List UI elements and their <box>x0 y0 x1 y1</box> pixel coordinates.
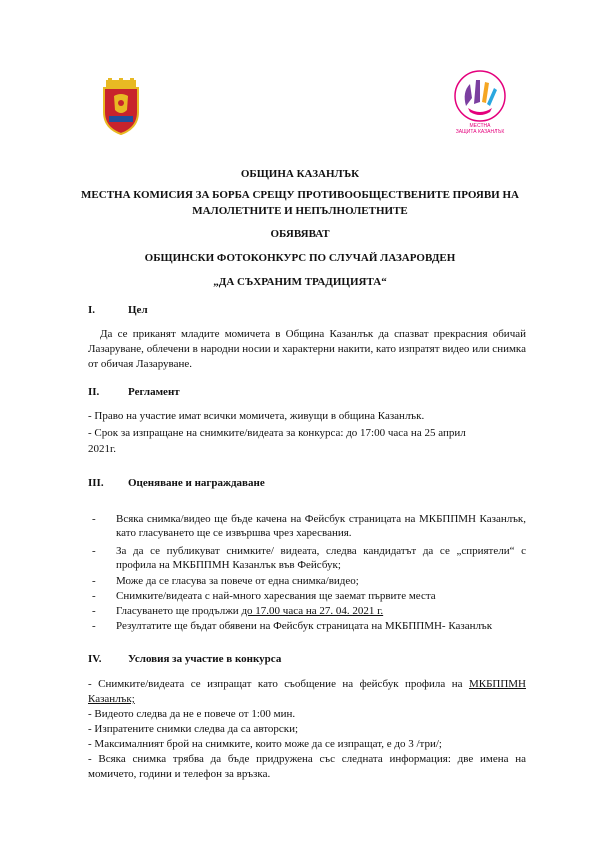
section-2-line2: - Срок за изпращане на снимките/видеата за конкурса: до 17:00 часа на 25 април <box>88 427 466 439</box>
section-2-number: II. <box>88 386 100 398</box>
local-commission-logo-icon <box>452 70 508 126</box>
contest-slogan: „ДА СЪХРАНИМ ТРАДИЦИЯТА“ <box>213 276 387 288</box>
section-2-title: Регламент <box>128 386 180 398</box>
section-4-line2: - Видеото следва да не е повече от 1:00 мин. <box>88 708 296 720</box>
section-1-number: I. <box>88 304 96 316</box>
logo-caption-line1: МЕСТНА <box>469 123 491 129</box>
section-4-number: IV. <box>88 653 102 665</box>
bullet-text: Може да се гласува за повече от една снимка/видео; <box>116 575 359 587</box>
bullet-dash: - <box>92 620 96 632</box>
bullet-text: Снимките/видеата с най-много харесвания ще заемат първите места <box>116 590 436 602</box>
section-3-number: III. <box>88 477 104 489</box>
bullet-text-part: Гласуването ще продължи <box>116 605 242 617</box>
logo-caption <box>450 123 510 135</box>
bullet-dash: - <box>92 513 96 525</box>
section-4-line1-text: - Снимките/видеата се изпращат като съобщение на фейсбук профила на <box>88 678 463 690</box>
bullet-text <box>116 604 526 618</box>
section-2-line3: 2021г. <box>88 443 117 455</box>
section-4-line5: - Всяка снимка трябва да бъде придружена със следната информация: две имена на момичето, години и телефон за връзка. <box>88 753 526 780</box>
section-4-line1 <box>88 677 526 707</box>
bullet-text: Всяка снимка/видео ще бъде качена на Фейсбук страницата на МКБППМН Казанлък, като гласуването ще се извършва чрез харесвания. <box>116 513 526 539</box>
bullet-dash: - <box>92 575 96 587</box>
bullet-text: Резултатите ще бъдат обявени на Фейсбук страницата на МКБППМН- Казанлък <box>116 620 493 632</box>
commission-title-line2: МАЛОЛЕТНИТЕ И НЕПЪЛНОЛЕТНИТЕ <box>192 205 408 217</box>
section-2-line1: - Право на участие имат всички момичета, живущи в община Казанлък. <box>88 410 425 422</box>
commission-title-line1: МЕСТНА КОМИСИЯ ЗА БОРБА СРЕЩУ ПРОТИВООБЩЕСТВЕНИТЕ ПРОЯВИ НА <box>81 189 519 201</box>
section-4-line4: - Максималният брой на снимките, които може да се изпращат, е до 3 /три/; <box>88 738 442 750</box>
bullet-dash: - <box>92 605 96 617</box>
section-1-text: Да се приканят младите момичета в Община Казанлък да спазват прекрасния обичай Лазаруване, облечени в народни носии и характерни накити, като изпратят видео или снимка от обичая Лазаруване. <box>88 328 526 370</box>
deadline-underlined: до 17.00 часа на 27. 04. 2021 г. <box>241 605 384 617</box>
section-3-title: Оценяване и награждаване <box>128 477 265 489</box>
coat-of-arms-icon <box>100 78 142 136</box>
section-4-line3: - Изпратените снимки следва да са авторски; <box>88 723 299 735</box>
bullet-dash: - <box>92 590 96 602</box>
bullet-text: За да се публикуват снимките/ видеата, следва кандидатът да се „сприятели“ с профила на МКБППМН Казанлък във Фейсбук; <box>116 545 526 571</box>
municipality-title: ОБЩИНА КАЗАНЛЪК <box>240 168 360 180</box>
bullet-dash: - <box>92 545 96 557</box>
announce-heading: ОБЯВЯВАТ <box>270 228 330 240</box>
logo-caption-line2: ЗАЩИТА КАЗАНЛЪК <box>455 129 505 135</box>
profile-name-underlined: МКБППМН Казанлък; <box>88 678 526 705</box>
contest-title: ОБЩИНСКИ ФОТОКОНКУРС ПО СЛУЧАЙ ЛАЗАРОВДЕН <box>144 252 456 264</box>
section-4-title: Условия за участие в конкурса <box>128 653 282 665</box>
section-1-title: Цел <box>128 304 148 316</box>
